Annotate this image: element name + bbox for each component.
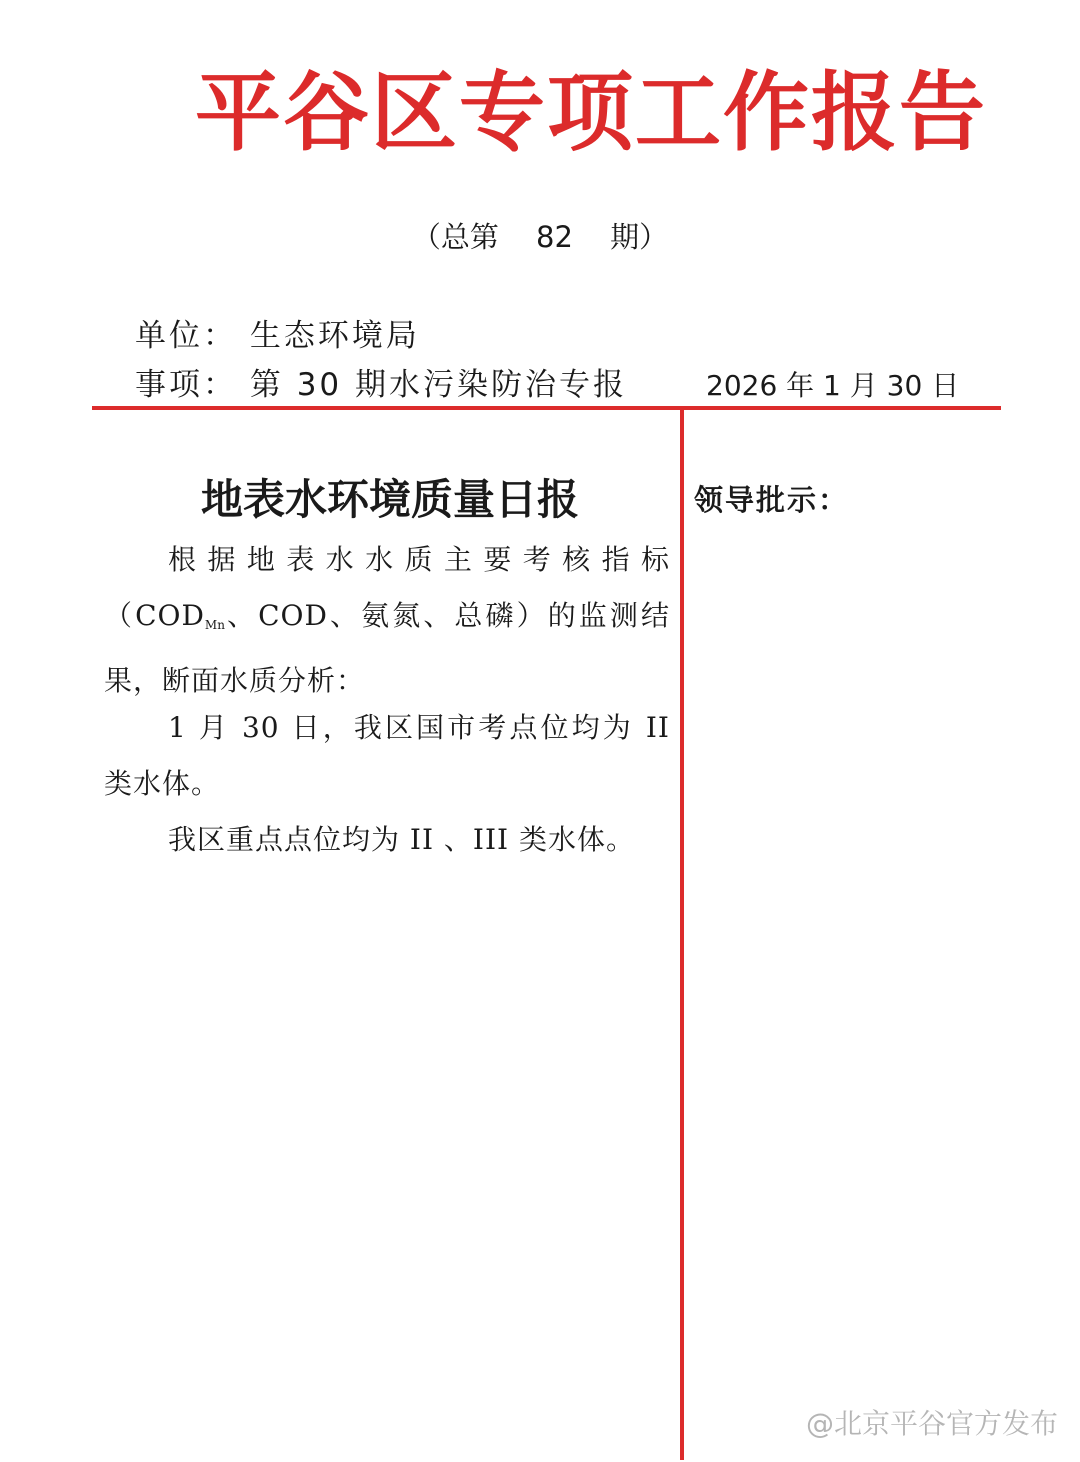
paragraph-indicators [104,532,670,709]
unit-row [135,314,420,358]
column-divider [680,408,684,1460]
header-divider [92,406,1001,410]
item-row [135,363,627,407]
report-title: 地表水环境质量日报 [200,475,579,524]
cod-subscript: Mn [204,618,225,632]
unit-value: 生态环境局 [249,318,420,354]
paragraph-national-sites: 1 月 30 日，我区国市考点位均为 II 类水体。 [104,711,670,800]
paragraph-key-sites: 我区重点点位均为 II 、III 类水体。 [168,823,636,856]
leader-approval-label: 领导批示： [694,483,850,517]
issue-number [0,215,1080,259]
issue-open: （总第 [411,220,499,254]
item-label: 事项： [135,367,237,403]
issue-value: 82 [536,220,573,254]
item-value: 第 30 期水污染防治专报 [249,367,628,403]
report-date: 2026 年 1 月 30 日 [706,369,960,402]
watermark: @北京平谷官方发布 [805,1407,1058,1440]
paragraph-indicators-b: 、COD、氨氮、总磷）的监测结果，断面水质分析： [104,599,670,697]
paragraph-indicators-a: 根据地表水水质主要考核指标（COD [104,543,670,632]
masthead-title: 平谷区专项工作报告 [195,62,987,163]
unit-label: 单位： [135,318,237,354]
issue-close: 期） [610,220,669,254]
